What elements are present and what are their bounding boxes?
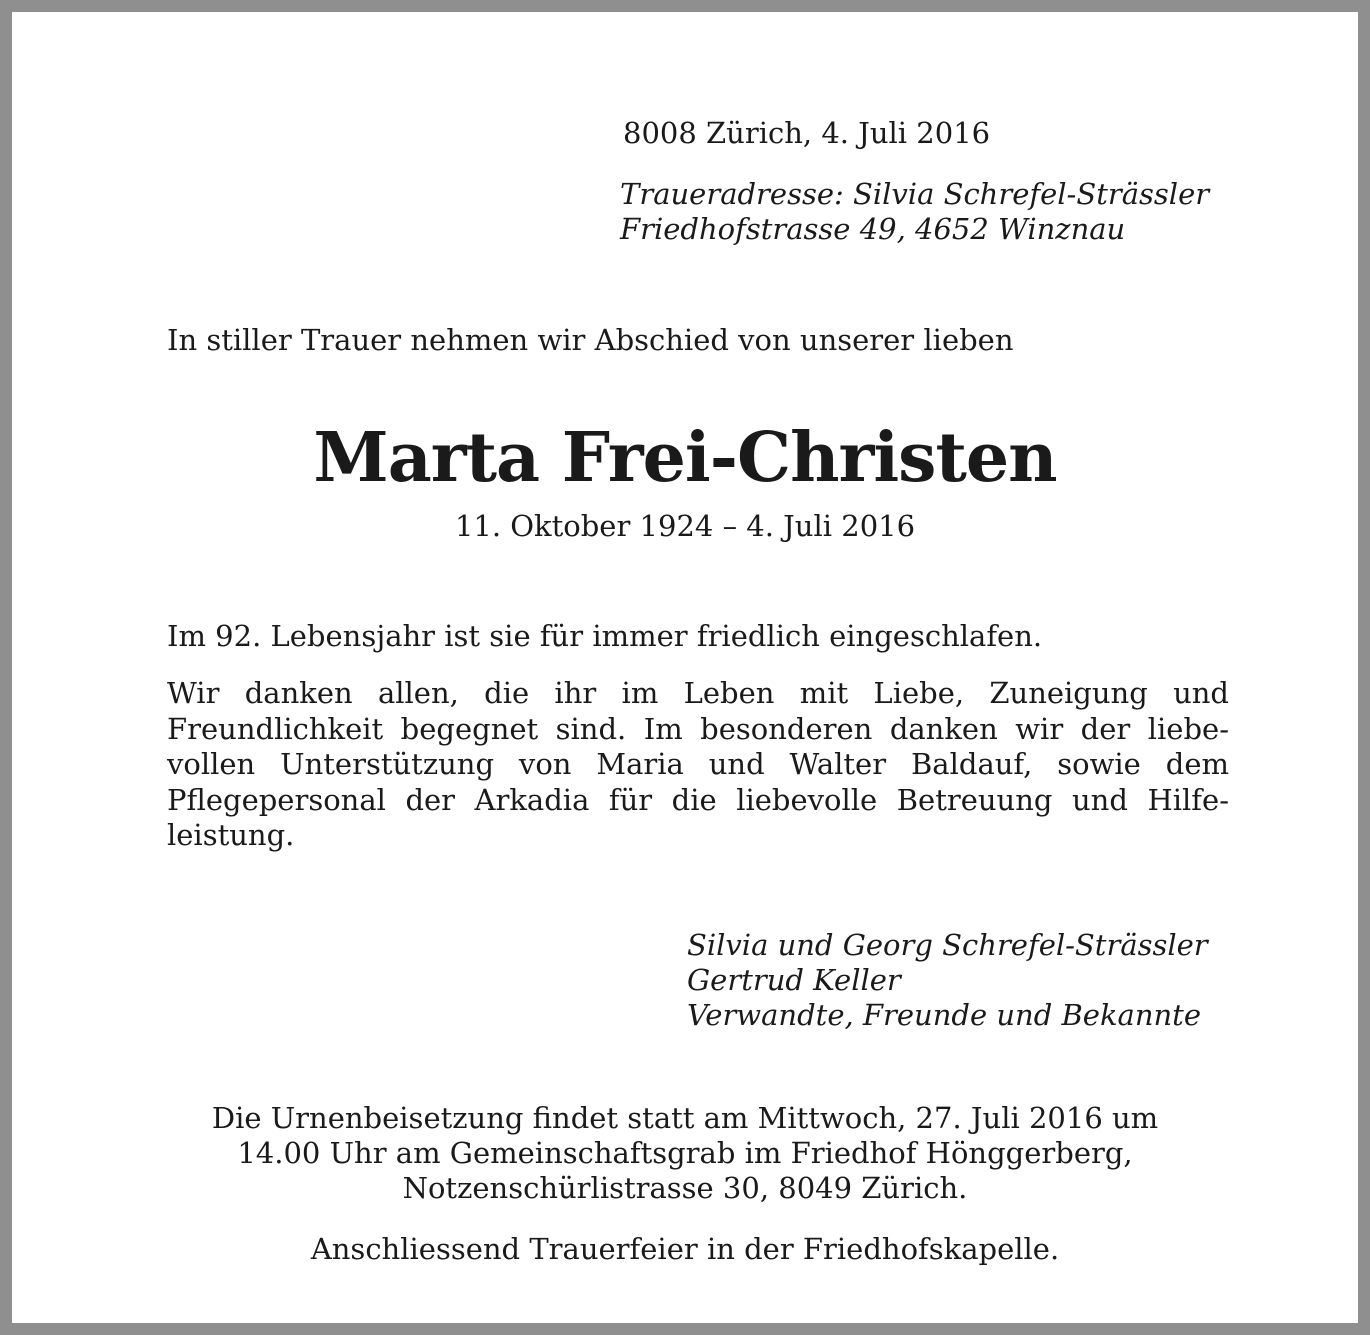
burial-info — [12, 1101, 1358, 1206]
burial-line-2: 14.00 Uhr am Gemeinschaftsgrab im Friedhof Hönggerberg, — [237, 1136, 1133, 1170]
deceased-name: Marta Frei-Christen — [313, 418, 1057, 498]
body-paragraph-1: Im 92. Lebensjahr ist sie für immer friedlich eingeschlafen. — [167, 619, 1043, 653]
signatory-2: Gertrud Keller — [687, 963, 901, 997]
signatory-3: Verwandte, Freunde und Bekannte — [687, 998, 1201, 1032]
signatory-1: Silvia und Georg Schrefel-Strässler — [687, 928, 1208, 962]
body-paragraph-2: Wir danken allen, die ihr im Leben mit Liebe, Zuneigung und Freundlichkeit begegnet sind. Im besonderen danken wir der liebevollen Unterstützung von Maria und Walter Baldauf, sowie dem Pflegepersonal der Arkadia für die liebevolle Betreuung und Hilfeleistung. — [167, 676, 1229, 852]
mourning-address-line2: Friedhofstrasse 49, 4652 Winznau — [620, 212, 1126, 246]
life-dates: 11. Oktober 1924 – 4. Juli 2016 — [454, 509, 916, 543]
mourning-address-line1: Traueradresse: Silvia Schrefel-Strässler — [620, 177, 1210, 211]
intro-text: In stiller Trauer nehmen wir Abschied von unserer lieben — [167, 323, 1014, 357]
place-date: 8008 Zürich, 4. Juli 2016 — [623, 116, 991, 150]
burial-line-3: Notzenschürlistrasse 30, 8049 Zürich. — [402, 1171, 968, 1205]
closing-note: Anschliessend Trauerfeier in der Friedhofskapelle. — [310, 1232, 1060, 1266]
burial-line-1: Die Urnenbeisetzung findet statt am Mittwoch, 27. Juli 2016 um — [211, 1101, 1159, 1135]
